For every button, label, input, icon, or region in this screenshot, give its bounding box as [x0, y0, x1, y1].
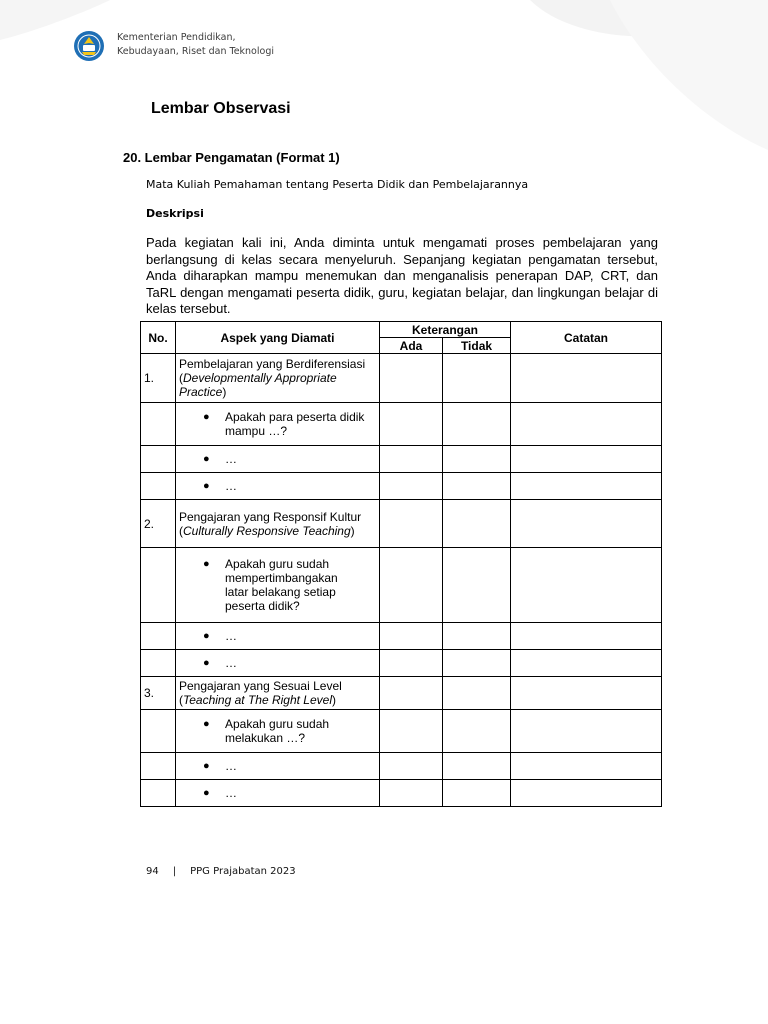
aspect-item — [176, 623, 380, 650]
item-text: Apakah guru sudah melakukan …? — [225, 717, 330, 745]
bullet-icon: ● — [203, 453, 210, 465]
tidak-cell[interactable] — [443, 548, 511, 623]
tidak-cell[interactable] — [443, 473, 511, 500]
background-decoration — [0, 0, 768, 200]
description-label: Deskripsi — [146, 207, 204, 220]
aspect-item — [176, 753, 380, 780]
header-ada: Ada — [380, 338, 443, 354]
item-text: Apakah para peserta didik mampu …? — [225, 410, 365, 438]
tidak-cell[interactable] — [443, 710, 511, 753]
tidak-cell[interactable] — [443, 623, 511, 650]
catatan-cell[interactable] — [511, 500, 662, 548]
ada-cell[interactable] — [380, 403, 443, 446]
ada-cell[interactable] — [380, 548, 443, 623]
table-row — [141, 473, 662, 500]
aspect-title-text: Pembelajaran yang Berdiferensiasi ( — [179, 357, 366, 385]
header-tidak: Tidak — [443, 338, 511, 354]
item-text: … — [225, 629, 237, 643]
table-row — [141, 548, 662, 623]
catatan-cell[interactable] — [511, 623, 662, 650]
aspect-title — [176, 354, 380, 403]
ministry-name-line2: Kebudayaan, Riset dan Teknologi — [117, 46, 274, 57]
table-row — [141, 650, 662, 677]
footer-separator: | — [172, 866, 177, 877]
ada-cell[interactable] — [380, 446, 443, 473]
catatan-cell[interactable] — [511, 548, 662, 623]
bullet-icon: ● — [203, 558, 210, 570]
catatan-cell[interactable] — [511, 473, 662, 500]
footer-text: PPG Prajabatan 2023 — [190, 866, 296, 877]
catatan-cell[interactable] — [511, 354, 662, 403]
aspect-item — [176, 446, 380, 473]
course-name: Mata Kuliah Pemahaman tentang Peserta Didik dan Pembelajarannya — [146, 178, 529, 191]
bullet-icon: ● — [203, 760, 210, 772]
table-row — [141, 753, 662, 780]
ministry-name — [117, 31, 274, 59]
row-number: 1. — [141, 354, 176, 403]
row-number: 3. — [141, 677, 176, 710]
aspect-title-italic: Developmentally Appropriate Practice — [179, 371, 337, 399]
tidak-cell[interactable] — [443, 753, 511, 780]
table-row — [141, 780, 662, 807]
bullet-icon: ● — [203, 480, 210, 492]
aspect-title — [176, 677, 380, 710]
aspect-item — [176, 403, 380, 446]
table-row — [141, 710, 662, 753]
table-row — [141, 623, 662, 650]
tidak-cell[interactable] — [443, 677, 511, 710]
item-text: Apakah guru sudah mempertimbangakan latar belakang setiap peserta didik? — [225, 557, 338, 613]
aspect-title-text: Pengajaran yang Responsif Kultur ( — [179, 509, 362, 538]
ada-cell[interactable] — [380, 753, 443, 780]
table-row — [141, 500, 662, 548]
tidak-cell[interactable] — [443, 354, 511, 403]
ministry-name-line1: Kementerian Pendidikan, — [117, 32, 236, 43]
aspect-item — [176, 650, 380, 677]
aspect-title-end: ) — [332, 693, 336, 707]
header-keterangan: Keterangan — [380, 322, 511, 338]
tidak-cell[interactable] — [443, 500, 511, 548]
bullet-icon: ● — [203, 718, 210, 730]
ada-cell[interactable] — [380, 623, 443, 650]
header-catatan: Catatan — [511, 322, 662, 354]
catatan-cell[interactable] — [511, 677, 662, 710]
aspect-title-end: ) — [350, 523, 355, 538]
aspect-title-end: ) — [222, 385, 227, 399]
observation-table — [140, 321, 662, 807]
catatan-cell[interactable] — [511, 780, 662, 807]
table-row — [141, 403, 662, 446]
row-number: 2. — [141, 500, 176, 548]
ada-cell[interactable] — [380, 710, 443, 753]
bullet-icon: ● — [203, 787, 210, 799]
ada-cell[interactable] — [380, 354, 443, 403]
aspect-item — [176, 473, 380, 500]
tidak-cell[interactable] — [443, 403, 511, 446]
item-text: … — [225, 452, 237, 466]
table-row — [141, 354, 662, 403]
section-title: 20. Lembar Pengamatan (Format 1) — [123, 150, 340, 165]
page-title: Lembar Observasi — [151, 100, 291, 117]
aspect-item — [176, 710, 380, 753]
catatan-cell[interactable] — [511, 753, 662, 780]
bullet-icon: ● — [203, 657, 210, 669]
item-text: … — [225, 786, 237, 800]
page-footer — [146, 866, 296, 877]
ada-cell[interactable] — [380, 650, 443, 677]
tidak-cell[interactable] — [443, 650, 511, 677]
aspect-title — [176, 500, 380, 548]
ada-cell[interactable] — [380, 500, 443, 548]
ada-cell[interactable] — [380, 780, 443, 807]
bullet-icon: ● — [203, 411, 210, 423]
aspect-title-italic: Teaching at The Right Level — [183, 693, 332, 707]
tut-wuri-handayani-logo — [73, 30, 105, 62]
table-row — [141, 446, 662, 473]
item-text: … — [225, 656, 237, 670]
table-row — [141, 677, 662, 710]
aspect-item — [176, 548, 380, 623]
header-aspek: Aspek yang Diamati — [176, 322, 380, 354]
catatan-cell[interactable] — [511, 446, 662, 473]
item-text: … — [225, 759, 237, 773]
tidak-cell[interactable] — [443, 446, 511, 473]
catatan-cell[interactable] — [511, 650, 662, 677]
aspect-title-italic: Culturally Responsive Teaching — [183, 523, 351, 538]
ada-cell[interactable] — [380, 473, 443, 500]
catatan-cell[interactable] — [511, 710, 662, 753]
aspect-item — [176, 780, 380, 807]
tidak-cell[interactable] — [443, 780, 511, 807]
ada-cell[interactable] — [380, 677, 443, 710]
header-no: No. — [141, 322, 176, 354]
description-text: Pada kegiatan kali ini, Anda diminta untuk mengamati proses pembelajaran yang berlangsung di kelas secara menyeluruh. Sepanjang kegiatan pengamatan tersebut, Anda diharapkan mampu menemukan dan menganalisis penerapan DAP, CRT, dan TaRL dengan mengamati peserta didik, guru, kegiatan belajar, dan lingkungan belajar di kelas tersebut. — [146, 235, 658, 316]
catatan-cell[interactable] — [511, 403, 662, 446]
aspect-title-text: Pengajaran yang Sesuai Level ( — [179, 679, 342, 707]
bullet-icon: ● — [203, 630, 210, 642]
page-number: 94 — [146, 866, 159, 877]
item-text: … — [225, 479, 237, 493]
